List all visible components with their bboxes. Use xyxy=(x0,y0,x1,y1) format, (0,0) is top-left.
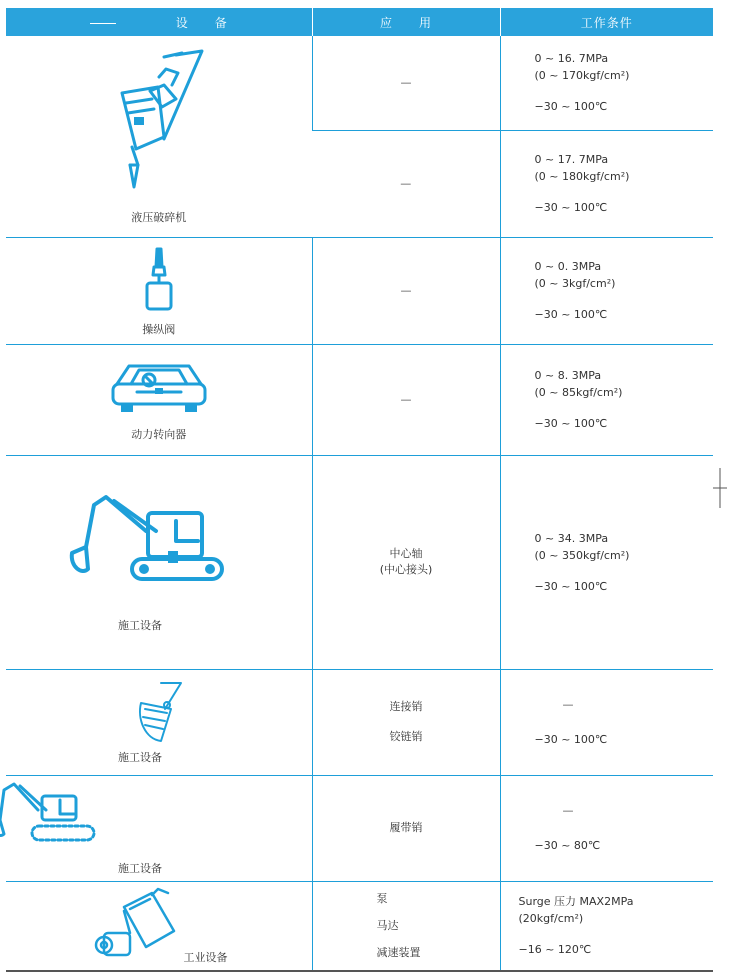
device-cell xyxy=(6,455,312,669)
table-row xyxy=(6,237,713,344)
application-cell xyxy=(312,455,500,669)
application-label: 中心轴 xyxy=(389,547,423,560)
table-row xyxy=(6,344,713,455)
application-dash: — xyxy=(400,176,412,190)
application-cell xyxy=(312,881,500,971)
application-alt-label: 马达 xyxy=(376,919,399,933)
pressure-alt-value: (0 ~ 180kgf/cm²) xyxy=(534,170,630,183)
car-steering-icon xyxy=(109,358,209,414)
application-cell xyxy=(312,775,500,881)
temperature-value: −30 ~ 80℃ xyxy=(534,839,601,852)
conditions-cell xyxy=(500,775,713,881)
table-row xyxy=(6,669,713,775)
hydraulic-breaker-icon xyxy=(104,47,214,197)
application-dash: — xyxy=(400,392,412,406)
temperature-value: −30 ~ 100℃ xyxy=(534,100,608,114)
table-row xyxy=(6,881,713,971)
application-dash: — xyxy=(400,75,412,89)
device-cell xyxy=(6,669,312,775)
application-alt-label: (中心接头) xyxy=(379,563,433,576)
header-conditions: 工作条件 xyxy=(500,8,713,36)
temperature-value: −30 ~ 100℃ xyxy=(534,308,608,321)
device-label: 动力转向器 xyxy=(131,427,187,441)
device-label: 施工设备 xyxy=(118,862,162,875)
crawler-excavator-icon xyxy=(0,780,100,854)
application-label: 履带销 xyxy=(389,821,423,834)
temperature-value: −30 ~ 100℃ xyxy=(534,201,608,214)
table-row xyxy=(6,36,713,130)
pressure-alt-value: (0 ~ 350kgf/cm²) xyxy=(534,548,630,562)
temperature-value: −30 ~ 100℃ xyxy=(534,733,608,746)
device-cell xyxy=(6,775,312,881)
application-cell xyxy=(312,669,500,775)
pressure-value: 0 ~ 34. 3MPa xyxy=(534,531,609,545)
header-application: 应 用 xyxy=(312,8,500,36)
control-valve-icon xyxy=(139,245,179,313)
table-row xyxy=(6,455,713,669)
application-label: 泵 xyxy=(376,892,388,906)
crop-mark xyxy=(713,468,727,508)
pressure-value: — xyxy=(562,698,574,711)
pressure-value: 0 ~ 8. 3MPa xyxy=(534,369,602,382)
pressure-value: 0 ~ 17. 7MPa xyxy=(534,153,609,166)
excavator-icon xyxy=(66,491,236,591)
bucket-icon xyxy=(131,679,187,745)
application-cell xyxy=(312,237,500,344)
seal-application-table xyxy=(6,8,713,972)
temperature-value: −16 ~ 120℃ xyxy=(518,943,592,957)
pressure-value: — xyxy=(562,804,574,817)
application-dash: — xyxy=(400,283,412,297)
pressure-alt-value: (0 ~ 3kgf/cm²) xyxy=(534,277,616,290)
pressure-value: 0 ~ 16. 7MPa xyxy=(534,52,609,66)
conditions-cell xyxy=(500,344,713,455)
device-label: 工业设备 xyxy=(183,950,228,964)
device-label: 施工设备 xyxy=(118,619,162,632)
application-label: 连接销 xyxy=(389,700,423,713)
header-row xyxy=(6,8,713,36)
device-cell xyxy=(6,881,312,971)
temperature-value: −30 ~ 100℃ xyxy=(534,417,608,430)
conditions-cell xyxy=(500,237,713,344)
device-label: 操纵阀 xyxy=(142,322,176,336)
application-cell xyxy=(312,130,500,237)
device-label: 液压破碎机 xyxy=(131,211,187,225)
conditions-cell xyxy=(500,130,713,237)
conditions-cell xyxy=(500,669,713,775)
pressure-alt-value: (0 ~ 170kgf/cm²) xyxy=(534,69,630,83)
device-cell xyxy=(6,237,312,344)
conditions-cell xyxy=(500,455,713,669)
device-cell xyxy=(6,36,312,237)
application-alt2-label: 减速装置 xyxy=(376,946,421,960)
device-cell xyxy=(6,344,312,455)
conditions-cell xyxy=(500,36,713,130)
pressure-alt-value: (0 ~ 85kgf/cm²) xyxy=(534,386,623,399)
table-row xyxy=(6,775,713,881)
device-label: 施工设备 xyxy=(118,751,162,764)
pressure-alt-value: (20kgf/cm²) xyxy=(518,912,584,926)
conditions-cell xyxy=(500,881,713,971)
application-cell xyxy=(312,344,500,455)
pressure-value: Surge 压力 MAX2MPa xyxy=(518,895,634,909)
pressure-value: 0 ~ 0. 3MPa xyxy=(534,260,602,273)
application-cell xyxy=(312,36,500,130)
motor-reducer-icon xyxy=(90,887,180,965)
application-alt-label: 铰链销 xyxy=(389,730,423,743)
temperature-value: −30 ~ 100℃ xyxy=(534,579,608,593)
header-device: 设 备 xyxy=(6,8,312,36)
